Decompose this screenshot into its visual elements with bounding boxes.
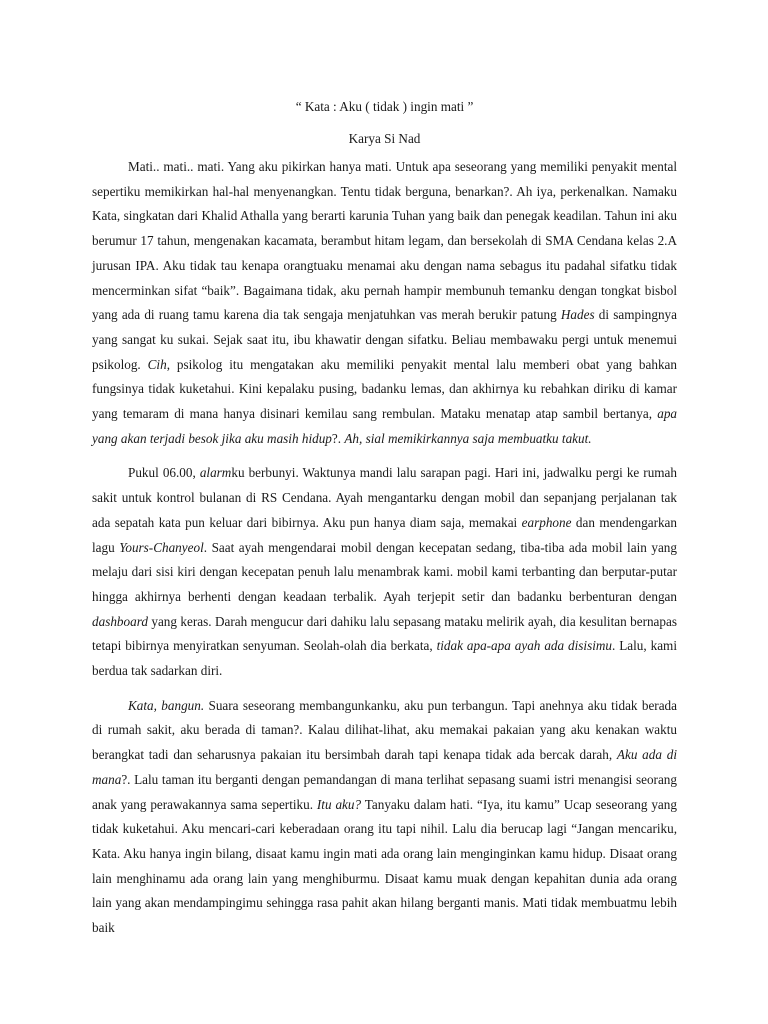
- text-fragment: di sampingnya yang sangat ku sukai. Sejak saat itu, ibu khawatir dengan sifatku. Beliau membawaku pergi untuk menemui psikolog.: [92, 307, 677, 372]
- text-fragment: . Lalu, kami berdua tak sadarkan diri.: [92, 638, 677, 679]
- italic-text-fragment: Yours-Chanyeol: [119, 539, 204, 555]
- paragraph-3: [92, 694, 677, 941]
- text-fragment: Suara seseorang membangunkanku, aku pun terbangun. Tapi anehnya aku tidak berada di rumah sakit, aku berada di taman?. Kalau dilihat-lihat, aku memakai pakaian yang aku kenakan waktu berangkat tadi dan seharusnya pakaian itu bersimbah darah tapi kenapa tidak ada bercak darah,: [92, 697, 678, 763]
- text-fragment: Pukul 06.00,: [128, 465, 200, 481]
- italic-text-fragment: Itu aku?: [316, 796, 362, 812]
- document-body: [92, 95, 677, 941]
- italic-text-fragment: Hades: [560, 307, 595, 323]
- text-fragment: Tanyaku dalam hati. “Iya, itu kamu” Ucap seseorang yang tidak kuketahui. Aku mencari-cari keberadaan orang itu tapi nihil. Lalu dia berucap lagi “Jangan mencariku, Kata. Aku hanya ingin bilang, disaat kamu ingin mati ada orang lain menginginkan kamu hidup. Disaat orang lain menghinamu ada orang lain yang menghiburmu. Disaat kamu muak dengan kepahitan dunia ada orang lain yang akan mendampingimu sehingga rasa pahit akan hilang berganti manis. Mati tidak membuatmu lebih baik: [92, 796, 677, 936]
- text-fragment: ?.: [331, 430, 345, 446]
- text-fragment: ?. Lalu taman itu berganti dengan pemandangan di mana terlihat sepasang suami istri menangisi seorang anak yang perawakannya sama sepertiku.: [92, 771, 677, 812]
- italic-text-fragment: dashboard: [92, 613, 148, 629]
- italic-text-fragment: earphone: [521, 514, 572, 530]
- story-title: “ Kata : Aku ( tidak ) ingin mati ”: [295, 99, 474, 114]
- text-fragment: dan mendengarkan lagu: [92, 514, 677, 555]
- text-fragment: ku berbunyi. Waktunya mandi lalu sarapan pagi. Hari ini, jadwalku pergi ke rumah sakit untuk kontrol bulanan di RS Cendana. Ayah mengantarku dengan mobil dan sepanjang perjalanan tak ada sepatah kata pun keluar dari bibirnya. Aku pun hanya diam saja, memakai: [92, 465, 677, 530]
- paragraph-2: [92, 461, 677, 683]
- paragraph-1: [92, 155, 677, 451]
- text-fragment: . Saat ayah mengendarai mobil dengan kecepatan sedang, tiba-tiba ada mobil lain yang melaju dari sisi kiri dengan kecepatan penuh lalu menambrak kami. mobil kami terbanting dan berputar-putar hingga akhirnya berhenti dengan keadaan terbalik. Ayah terjepit setir dan badanku berbenturan dengan: [92, 539, 677, 604]
- italic-text-fragment: apa yang akan terjadi besok jika aku masih hidup: [92, 406, 677, 446]
- text-fragment: yang keras. Darah mengucur dari dahiku lalu sepasang mataku melirik ayah, dia kesulitan bernapas tetapi bibirnya menyiratkan senyuman. Seolah-olah dia berkata,: [92, 613, 677, 654]
- italic-text-fragment: Cih: [147, 356, 167, 372]
- text-fragment: Mati.. mati.. mati. Yang aku pikirkan hanya mati. Untuk apa seseorang yang memiliki penyakit mental sepertiku memikirkan hal-hal menyenangkan. Tentu tidak berguna, benarkan?. Ah iya, perkenalkan. Namaku Kata, singkatan dari Khalid Athalla yang berarti karunia Tuhan yang baik dan penegak keadilan. Tahun ini aku berumur 17 tahun, mengenakan kacamata, berambut hitam legam, dan bersekolah di SMA Cendana kelas 2.A jurusan IPA. Aku tidak tau kenapa orangtuaku menamai aku dengan nama sebagus itu padahal sifatku tidak mencerminkan sifat “baik”. Bagaimana tidak, aku pernah hampir membunuh temanku dengan tongkat bisbol yang ada di ruang tamu karena dia tak sengaja menjatuhkan vas merah berukir patung: [92, 159, 677, 323]
- italic-text-fragment: alarm: [199, 465, 232, 481]
- italic-text-fragment: Ah, sial memikirkannya saja membuatku takut.: [344, 430, 592, 446]
- text-fragment: , psikolog itu mengatakan aku memiliki penyakit mental lalu memberi obat yang bahkan fungsinya tidak kuketahui. Kini kepalaku pusing, badanku lemas, dan akhirnya ku rebahkan diriku di kamar yang temaram di mana hanya disinari kemilau sang rembulan. Mataku menatap atap sambil bertanya,: [92, 356, 677, 422]
- italic-text-fragment: tidak apa-apa ayah ada disisimu: [436, 638, 612, 654]
- italic-text-fragment: Aku ada di mana: [92, 747, 677, 787]
- story-author: Karya Si Nad: [348, 131, 421, 146]
- italic-text-fragment: Kata, bangun.: [128, 697, 205, 713]
